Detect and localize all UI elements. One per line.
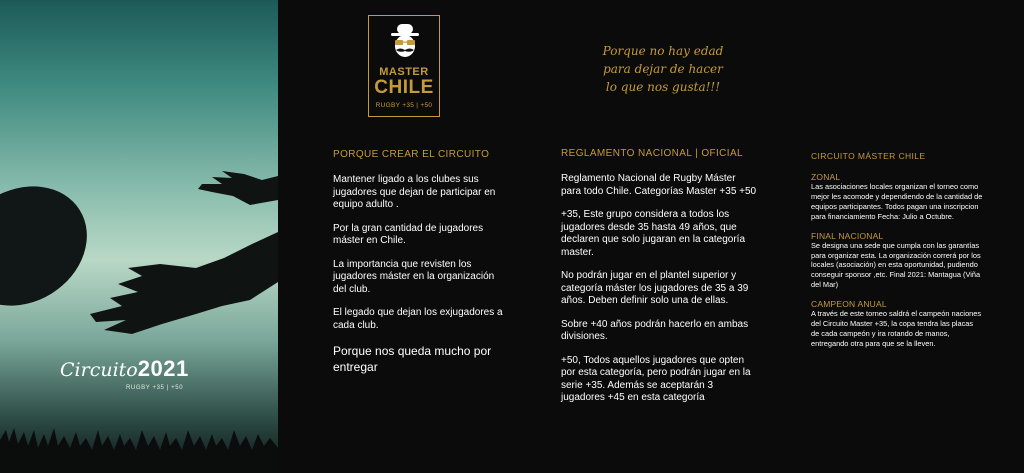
upper-hand: [198, 171, 278, 205]
mustache-man-icon: [386, 22, 424, 66]
circuito-script: Circuito: [60, 359, 138, 381]
rules-heading: REGLAMENTO NACIONAL | OFICIAL: [561, 148, 744, 159]
circuito-subtitle: RUGBY +35 | +50: [126, 385, 184, 391]
section-text: Se designa una sede que cumpla con las garantías para organizar esta. La organización correrá por los locales (asociación) en esta oportunidad, pudiendo conseguir sponsor ,etc. Final 2021: Mantagua (Viña del Mar): [811, 240, 981, 290]
logo-master: MASTER: [379, 66, 429, 78]
master-chile-logo: [368, 15, 440, 117]
paragraph: Mantener ligado a los clubes sus jugadores que dejan de participar en equipo adulto .: [333, 174, 496, 210]
section-text: Las asociaciones locales organizan el torneo como mejor les acomode y dependiendo de la cantidad de equipos participantes. Todos pagan una inscripcion para financiamiento Fecha: Julio a Octubre.: [811, 182, 983, 221]
grass: [0, 428, 278, 473]
why-circuit-column: [333, 149, 508, 375]
logo-categories: RUGBY +35 | +50: [375, 102, 433, 109]
paragraph: Sobre +40 años podrán hacerlo en ambas divisiones.: [561, 318, 749, 342]
logo-chile: CHILE: [374, 77, 434, 98]
section-title: ZONAL: [811, 172, 841, 182]
section-text: A través de este torneo saldrá el campeón naciones del Circuito Master +35, la copa tendra las placas de cada campeón y ira rotando de manos, entregando otra para que se la lleven.: [811, 309, 982, 348]
lower-hand: [90, 232, 278, 334]
circuit-column: [811, 151, 983, 358]
circuit-heading: CIRCUITO MÁSTER CHILE: [811, 151, 926, 161]
tagline-line: lo que nos gusta!!!: [605, 80, 721, 94]
paragraph: +35, Este grupo considera a todos los jugadores desde 35 hasta 49 años, que declaren que solo jugaran en la categoría master.: [561, 209, 746, 258]
why-circuit-heading: PORQUE CREAR EL CIRCUITO: [333, 149, 490, 160]
paragraph: +50, Todos aquellos jugadores que opten por esta categoría, pero podrán jugar en la serie +35. Además se aceptarán 3 jugadores +45 en esta categoría: [561, 354, 751, 403]
tagline: [588, 42, 738, 96]
rugby-ball: [0, 162, 109, 329]
tagline-line: para dejar de hacer: [603, 62, 723, 76]
rugby-photo: [0, 0, 278, 473]
paragraph: No podrán jugar en el plantel superior y categoría máster los jugadores de 35 a 39 años. Deben definir solo una de ellas.: [561, 270, 749, 306]
paragraph: El legado que dejan los exjugadores a cada club.: [333, 307, 503, 331]
rules-column: [561, 148, 757, 405]
paragraph: La importancia que revisten los jugadores máster en la organización del club.: [333, 258, 495, 295]
section-title: CAMPEON ANUAL: [811, 299, 887, 310]
hands-ball-silhouette: [0, 0, 278, 473]
tagline-line: Porque no hay edad: [602, 44, 724, 58]
paragraph: Reglamento Nacional de Rugby Máster para todo Chile. Categorías Master +35 +50: [561, 173, 757, 197]
highlight-text: Porque nos queda mucho por entregar: [333, 344, 492, 374]
circuito-title: [60, 356, 189, 382]
section-title: FINAL NACIONAL: [811, 230, 884, 241]
paragraph: Por la gran cantidad de jugadores máster en Chile.: [333, 222, 484, 246]
circuito-year: 2021: [137, 356, 189, 381]
